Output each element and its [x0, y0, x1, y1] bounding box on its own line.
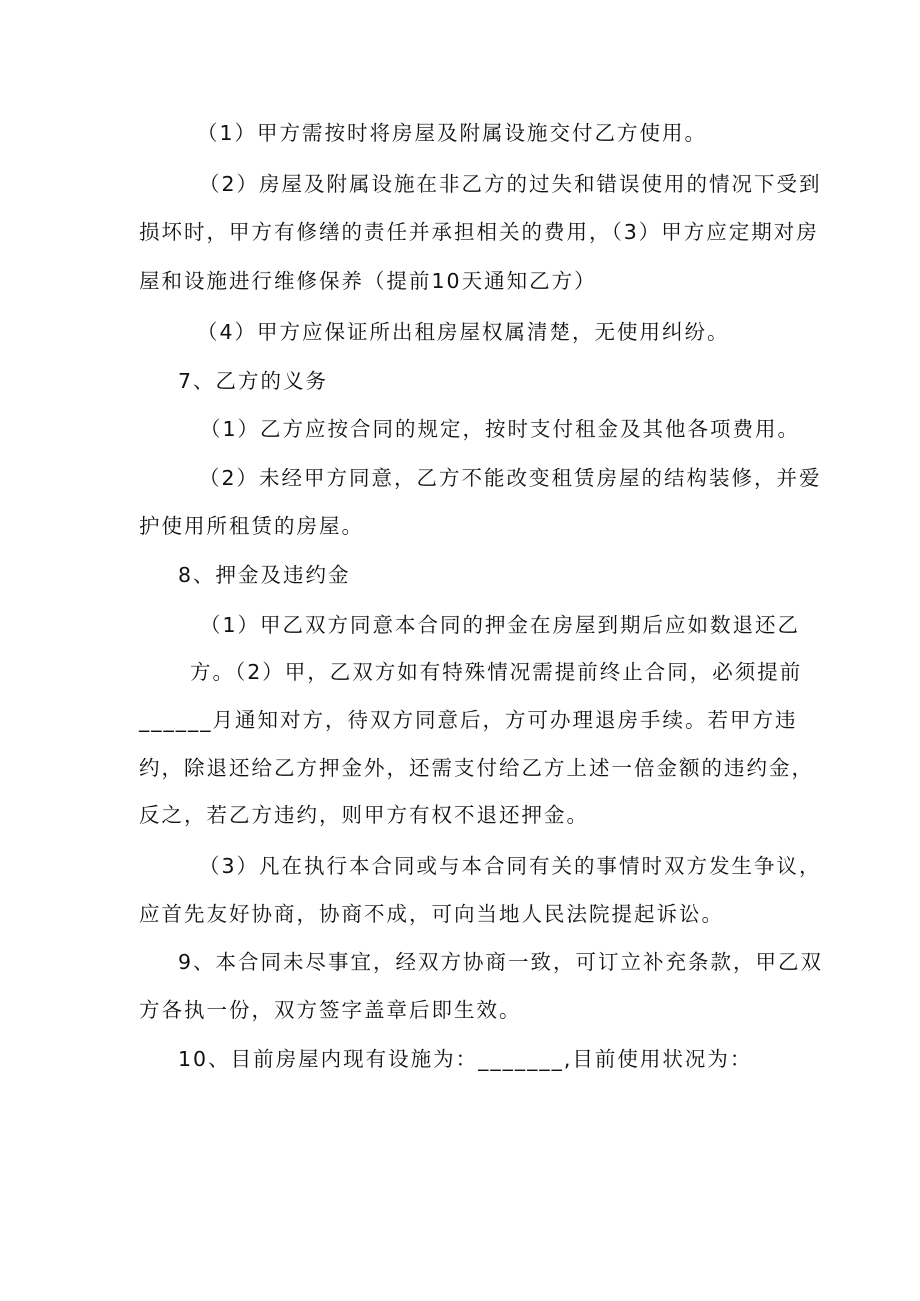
text-line: 方。（2）甲，乙双方如有特殊情况需提前终止合同，必须提前	[190, 660, 803, 684]
text-line: （2）房屋及附属设施在非乙方的过失和错误使用的情况下受到	[199, 172, 822, 196]
text-line: （2）未经甲方同意，乙方不能改变租赁房屋的结构装修，并爱	[199, 466, 822, 490]
text-line: （1）甲乙双方同意本合同的押金在房屋到期后应如数退还乙	[200, 613, 801, 637]
text-line: （4）甲方应保证所出租房屋权属清楚，无使用纠纷。	[197, 320, 730, 344]
section-heading: 7、乙方的义务	[178, 369, 329, 393]
text-line: 9、本合同未尽事宜，经双方协商一致，可订立补充条款，甲乙双	[178, 950, 824, 974]
text-line: 应首先友好协商，协商不成，可向当地人民法院提起诉讼。	[139, 902, 724, 926]
text-line: 方各执一份，双方签字盖章后即生效。	[139, 998, 522, 1022]
text-line: （1）乙方应按合同的规定，按时支付租金及其他各项费用。	[200, 417, 801, 441]
text-line: 护使用所租赁的房屋。	[139, 514, 364, 538]
text-line: 约，除退还给乙方押金外，还需支付给乙方上述一倍金额的违约金，	[139, 756, 814, 780]
text-line: （3）凡在执行本合同或与本合同有关的事情时双方发生争议，	[199, 854, 822, 878]
text-line: ______月通知对方，待双方同意后，方可办理退房手续。若甲方违	[139, 708, 798, 732]
text-line: 反之，若乙方违约，则甲方有权不退还押金。	[139, 803, 589, 827]
text-line: 屋和设施进行维修保养（提前10天通知乙方）	[139, 269, 597, 293]
text-line: （1）甲方需按时将房屋及附属设施交付乙方使用。	[197, 121, 708, 145]
text-line: 损坏时，甲方有修缮的责任并承担相关的费用，（3）甲方应定期对房	[139, 220, 819, 244]
text-line: 10、目前房屋内现有设施为：_______,目前使用状况为：	[178, 1047, 753, 1071]
section-heading: 8、押金及违约金	[178, 563, 351, 587]
